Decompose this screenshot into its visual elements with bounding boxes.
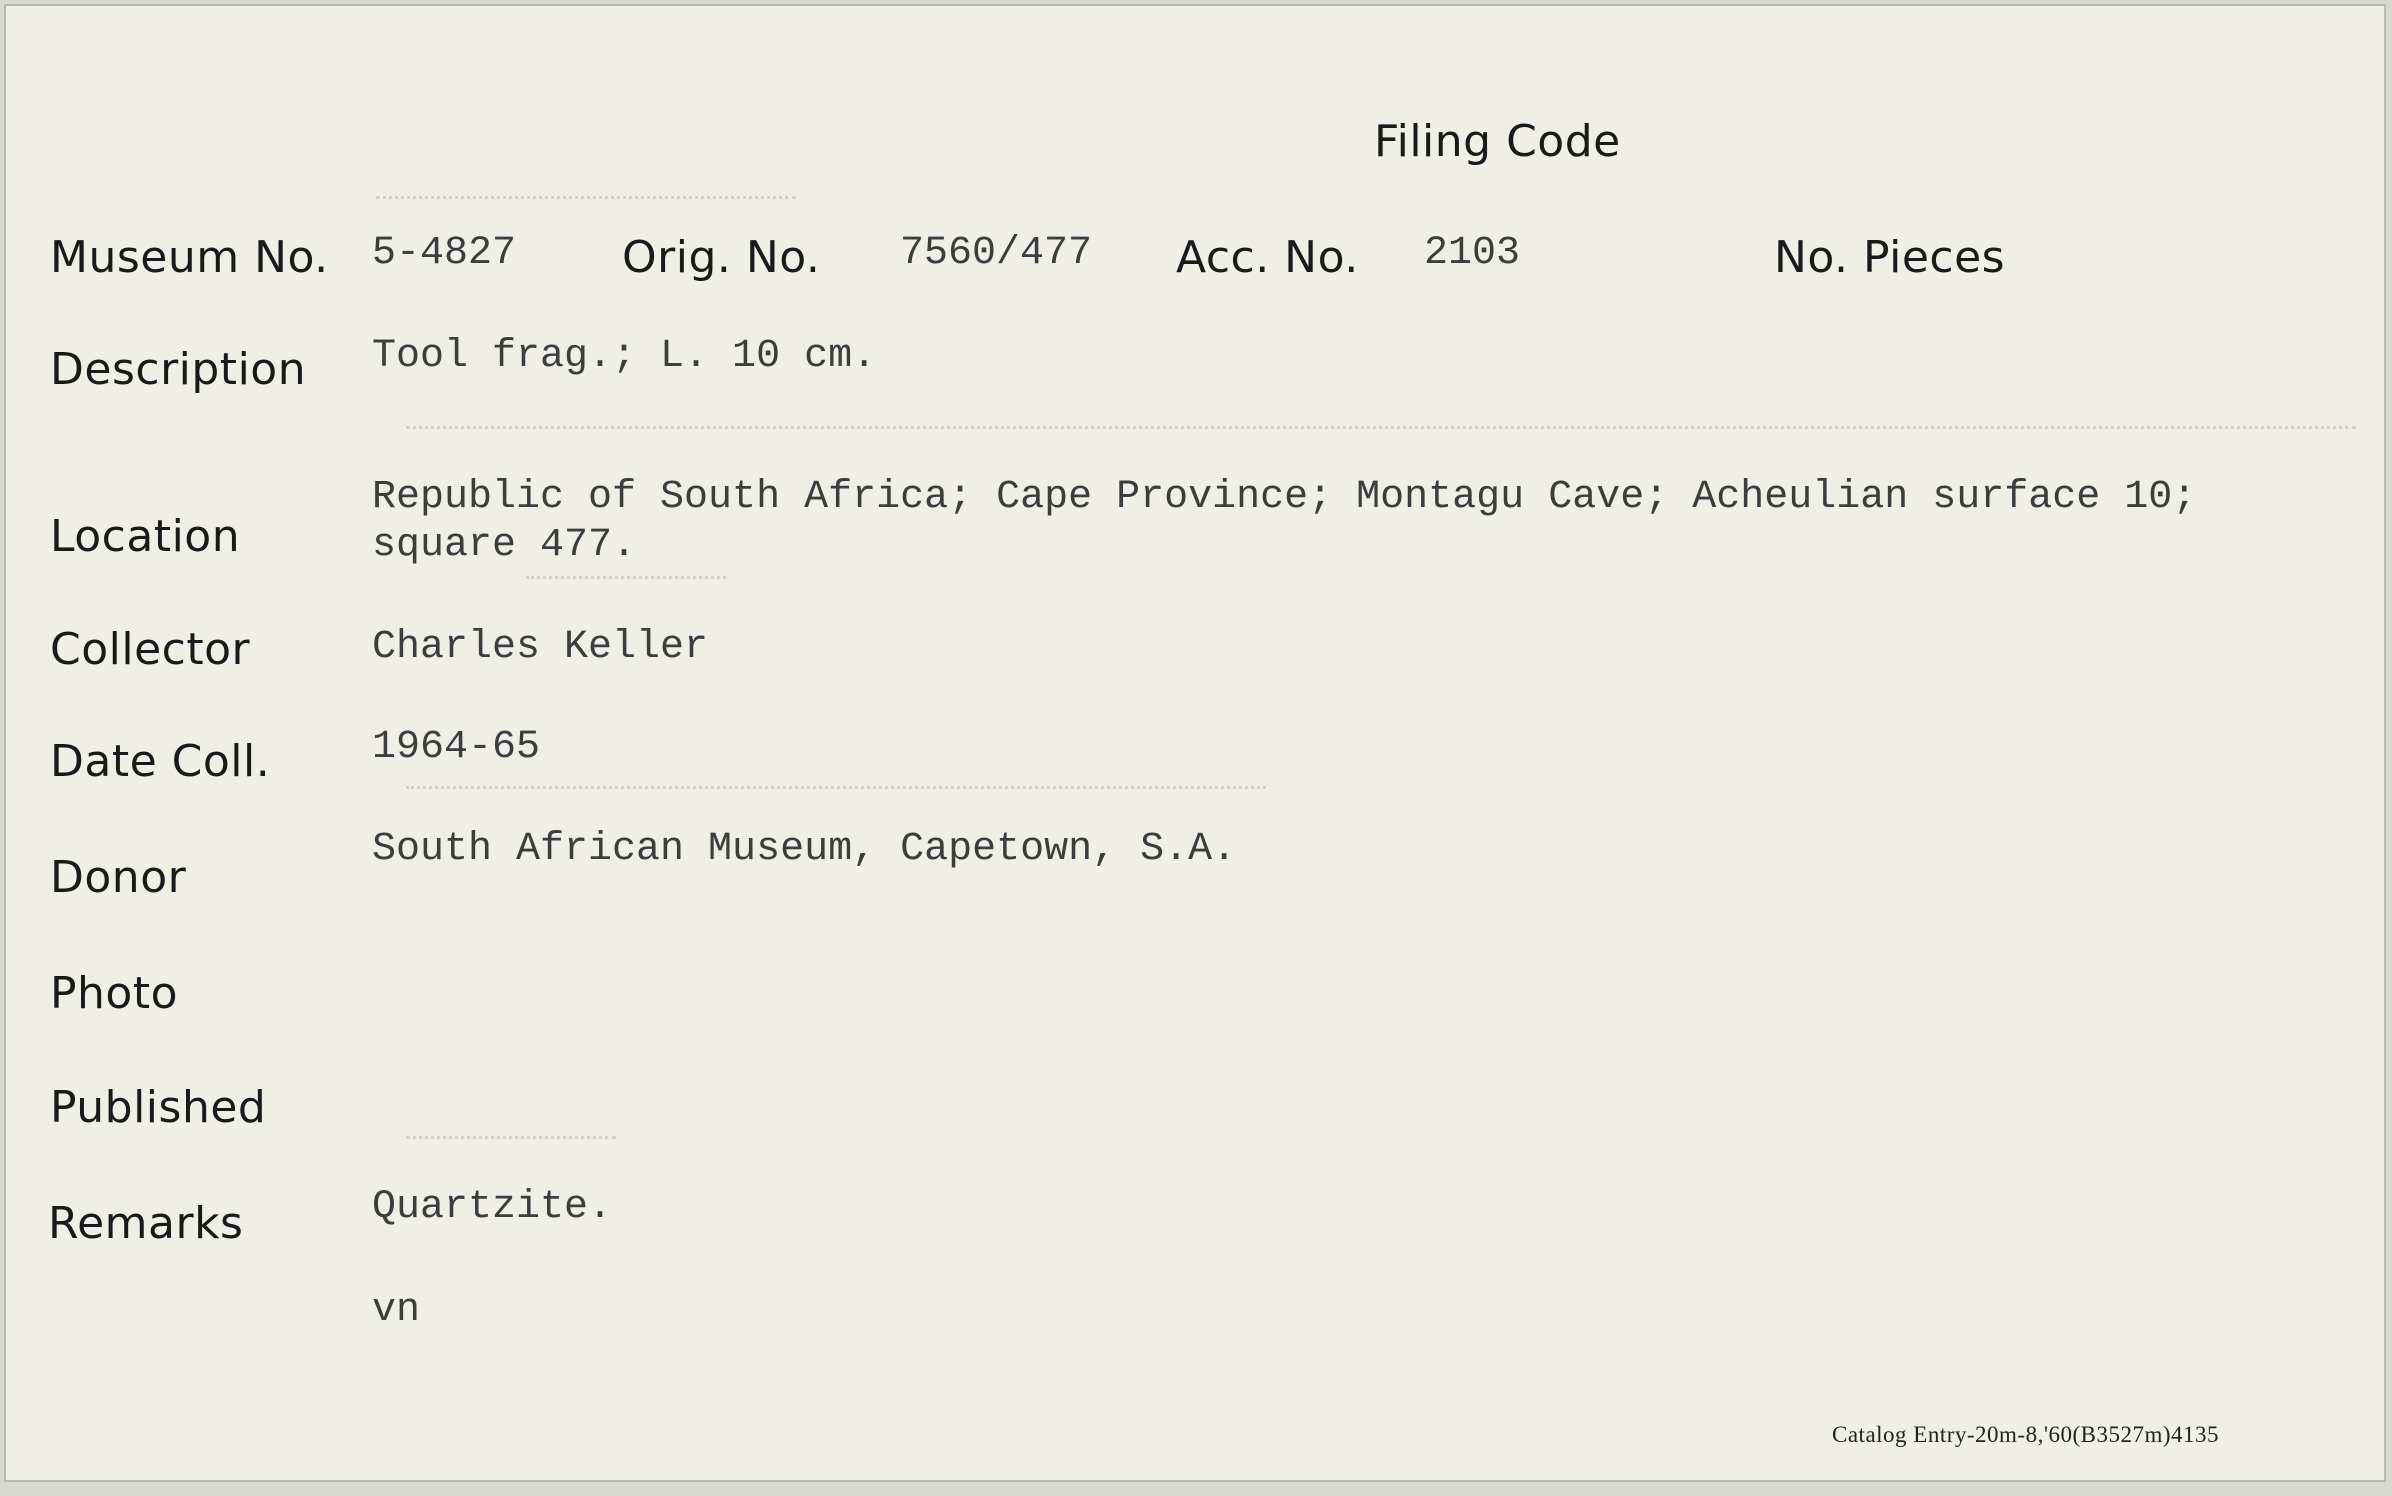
catalog-entry-footer: Catalog Entry-20m-8,'60(B3527m)4135 [1832,1422,2220,1447]
date-coll-label: Date Coll. [50,736,271,787]
location-label: Location [50,511,241,562]
bleed-through-mark [406,426,2356,429]
photo-label: Photo [50,968,179,1019]
remarks-value: Quartzite. [372,1185,613,1230]
location-value-line-2: square 477. [372,523,637,568]
bleed-through-mark [376,196,796,199]
orig-no-label: Orig. No. [622,232,821,283]
date-coll-value: 1964-65 [372,725,541,770]
donor-label: Donor [50,852,187,903]
acc-no-label: Acc. No. [1176,232,1359,283]
description-value: Tool frag.; L. 10 cm. [372,334,877,379]
bleed-through-mark [406,786,1266,789]
collector-value: Charles Keller [372,625,709,670]
bleed-through-mark [406,1136,616,1139]
typist-initials: vn [372,1288,421,1333]
catalog-card [4,4,2386,1482]
remarks-label: Remarks [48,1198,244,1249]
published-label: Published [50,1082,267,1133]
orig-no-value: 7560/477 [900,231,1093,276]
acc-no-value: 2103 [1424,231,1521,276]
museum-no-label: Museum No. [50,232,329,283]
no-pieces-label: No. Pieces [1774,232,2006,283]
filing-code-label: Filing Code [1374,116,1621,167]
collector-label: Collector [50,624,251,675]
museum-no-value: 5-4827 [372,231,517,276]
description-label: Description [50,344,307,395]
bleed-through-mark [526,576,726,579]
location-value-line-1: Republic of South Africa; Cape Province; Montagu Cave; Acheulian surface 10; [372,475,2197,520]
donor-value: South African Museum, Capetown, S.A. [372,827,1237,872]
